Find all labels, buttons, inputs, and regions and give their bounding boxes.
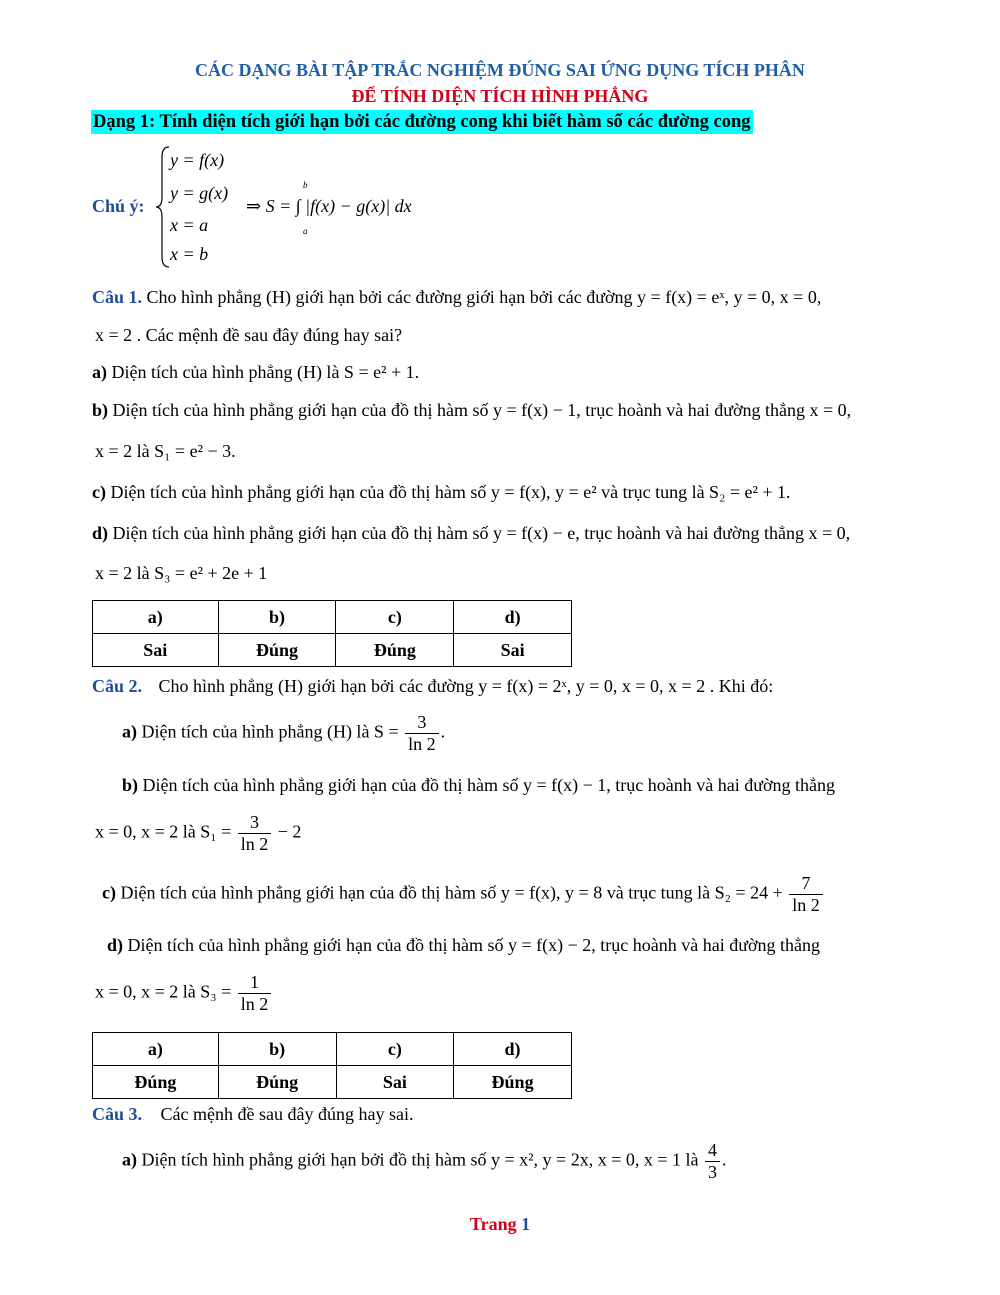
table-row [93, 1033, 572, 1066]
q2-text1: Cho hình phẳng (H) giới hạn bởi các đường y = f(x) = 2ˣ, y = 0, x = 0, x = 2 . Khi đó: [158, 676, 774, 696]
q1-d-text: Diện tích của hình phẳng giới hạn của đồ thị hàm số y = f(x) − e, trục hoành và hai đường thẳng x = 0, [112, 523, 851, 543]
q1-c-text: Diện tích của hình phẳng giới hạn của đồ thị hàm số y = f(x), y = e² và trục tung là S₂ = e² + 1. [110, 482, 791, 502]
table-header-cell: c) [336, 1033, 454, 1066]
q2-b-line2 [95, 812, 301, 854]
q1-d-label: d) [92, 523, 109, 543]
table-header-cell: c) [336, 601, 454, 634]
q2-option-a [122, 712, 445, 754]
table-cell: Đúng [218, 634, 336, 667]
q2-b-post: − 2 [277, 821, 302, 842]
q1-answer-table [92, 600, 572, 667]
table-cell: Đúng [336, 634, 454, 667]
q3-a-denominator: 3 [708, 1161, 717, 1182]
q2-stem [92, 676, 773, 697]
q1-text2: x = 2 . Các mệnh đề sau đây đúng hay sai? [95, 325, 403, 345]
q1-d-text2: x = 2 là S₃ = e² + 2e + 1 [95, 563, 268, 583]
q1-stem [92, 287, 821, 308]
q2-c-fraction [789, 873, 823, 915]
page-label: Trang [469, 1214, 517, 1234]
q2-d-numerator: 1 [238, 972, 272, 994]
q1-b-text2: x = 2 là S₁ = e² − 3. [95, 441, 236, 461]
q2-option-d [107, 935, 820, 956]
table-header-cell: d) [454, 601, 572, 634]
system-line-3: x = a [170, 215, 209, 235]
q3-a-post: . [722, 1149, 727, 1170]
q2-d-denominator: ln 2 [240, 993, 269, 1014]
table-header-cell: b) [218, 1033, 336, 1066]
q2-b-label: b) [122, 775, 139, 795]
q1-option-d [92, 523, 850, 544]
q2-c-denominator: ln 2 [792, 894, 820, 915]
q1-option-c [92, 482, 791, 503]
q3-a-fraction [705, 1140, 720, 1182]
system-line-2: y = g(x) [170, 183, 229, 203]
table-cell: Sai [336, 1066, 454, 1099]
system-line-1: y = f(x) [170, 150, 225, 170]
table-row [93, 1066, 572, 1099]
q1-text1: Cho hình phẳng (H) giới hạn bởi các đường giới hạn bởi các đường y = f(x) = eˣ, y = 0, x = 0, [146, 287, 822, 307]
q2-b-fraction [238, 812, 272, 854]
q2-c-numerator: 7 [789, 873, 823, 895]
q2-b-pre: x = 0, x = 2 là S₁ = [95, 821, 232, 842]
table-cell: Đúng [454, 1066, 572, 1099]
section-heading-dang1: Dạng 1: Tính diện tích giới hạn bởi các đường cong khi biết hàm số các đường cong [93, 112, 751, 132]
q2-b-denominator: ln 2 [240, 833, 269, 854]
q2-d-label: d) [107, 935, 124, 955]
q2-a-numerator: 3 [405, 712, 439, 734]
q2-answer-table [92, 1032, 572, 1099]
q2-a-label: a) [122, 721, 137, 742]
page-number: 1 [521, 1214, 531, 1234]
q2-option-c [102, 873, 825, 915]
q2-c-text: Diện tích của hình phẳng giới hạn của đồ thị hàm số y = f(x), y = 8 và trục tung là S₂ = 24 + [120, 882, 783, 903]
q1-b-label: b) [92, 400, 109, 420]
table-header-cell: a) [93, 601, 219, 634]
q2-a-text: Diện tích của hình phẳng (H) là S = [141, 721, 399, 742]
document-title-line2: ĐỂ TÍNH DIỆN TÍCH HÌNH PHẲNG [351, 86, 649, 106]
q2-d-line2 [95, 972, 273, 1014]
q1-c-label: c) [92, 482, 106, 502]
q1-label: Câu 1. [92, 287, 143, 307]
table-header-cell: d) [454, 1033, 572, 1066]
q1-a-label: a) [92, 362, 107, 382]
q3-option-a [122, 1140, 727, 1182]
q2-c-label: c) [102, 882, 116, 903]
table-row [93, 634, 572, 667]
q3-text1: Các mệnh đề sau đây đúng hay sai. [160, 1104, 414, 1124]
table-cell: Đúng [93, 1066, 219, 1099]
q2-d-pre: x = 0, x = 2 là S₃ = [95, 981, 232, 1002]
q1-option-b [92, 400, 851, 421]
q2-a-fraction [405, 712, 439, 754]
note-label: Chú ý: [92, 196, 145, 216]
table-cell: Đúng [218, 1066, 336, 1099]
integral-upper-limit: b [303, 180, 308, 190]
table-row [93, 601, 572, 634]
integral-formula: ⇒ S = ∫ |f(x) − g(x)| dx [246, 196, 412, 216]
table-cell: Sai [93, 634, 219, 667]
table-header-cell: b) [218, 601, 336, 634]
q2-a-denominator: ln 2 [408, 733, 436, 754]
document-title-line1: CÁC DẠNG BÀI TẬP TRẮC NGHIỆM ĐÚNG SAI ỨNG DỤNG TÍCH PHÂN [195, 60, 805, 80]
q2-label: Câu 2. [92, 676, 143, 696]
q2-b-numerator: 3 [238, 812, 272, 834]
q2-b-text: Diện tích của hình phẳng giới hạn của đồ thị hàm số y = f(x) − 1, trục hoành và hai đường thẳng [142, 775, 835, 795]
integral-lower-limit: a [303, 226, 308, 236]
table-cell: Sai [454, 634, 572, 667]
q3-stem [92, 1104, 413, 1125]
q1-a-text: Diện tích của hình phẳng (H) là S = e² + 1. [111, 362, 420, 382]
q3-a-label: a) [122, 1149, 137, 1170]
q2-option-b [122, 775, 835, 796]
q1-b-text: Diện tích của hình phẳng giới hạn của đồ thị hàm số y = f(x) − 1, trục hoành và hai đường thẳng x = 0, [112, 400, 852, 420]
q1-option-a [92, 362, 419, 383]
q3-label: Câu 3. [92, 1104, 143, 1124]
table-header-cell: a) [93, 1033, 219, 1066]
q2-d-fraction [238, 972, 272, 1014]
q3-a-text: Diện tích hình phẳng giới hạn bởi đồ thị hàm số y = x², y = 2x, x = 0, x = 1 là [141, 1149, 699, 1170]
system-line-4: x = b [170, 244, 209, 264]
q2-a-post: . [440, 721, 446, 742]
q2-d-text: Diện tích của hình phẳng giới hạn của đồ thị hàm số y = f(x) − 2, trục hoành và hai đường thẳng [127, 935, 820, 955]
q3-a-numerator: 4 [705, 1140, 720, 1162]
page-footer [0, 1214, 1000, 1235]
